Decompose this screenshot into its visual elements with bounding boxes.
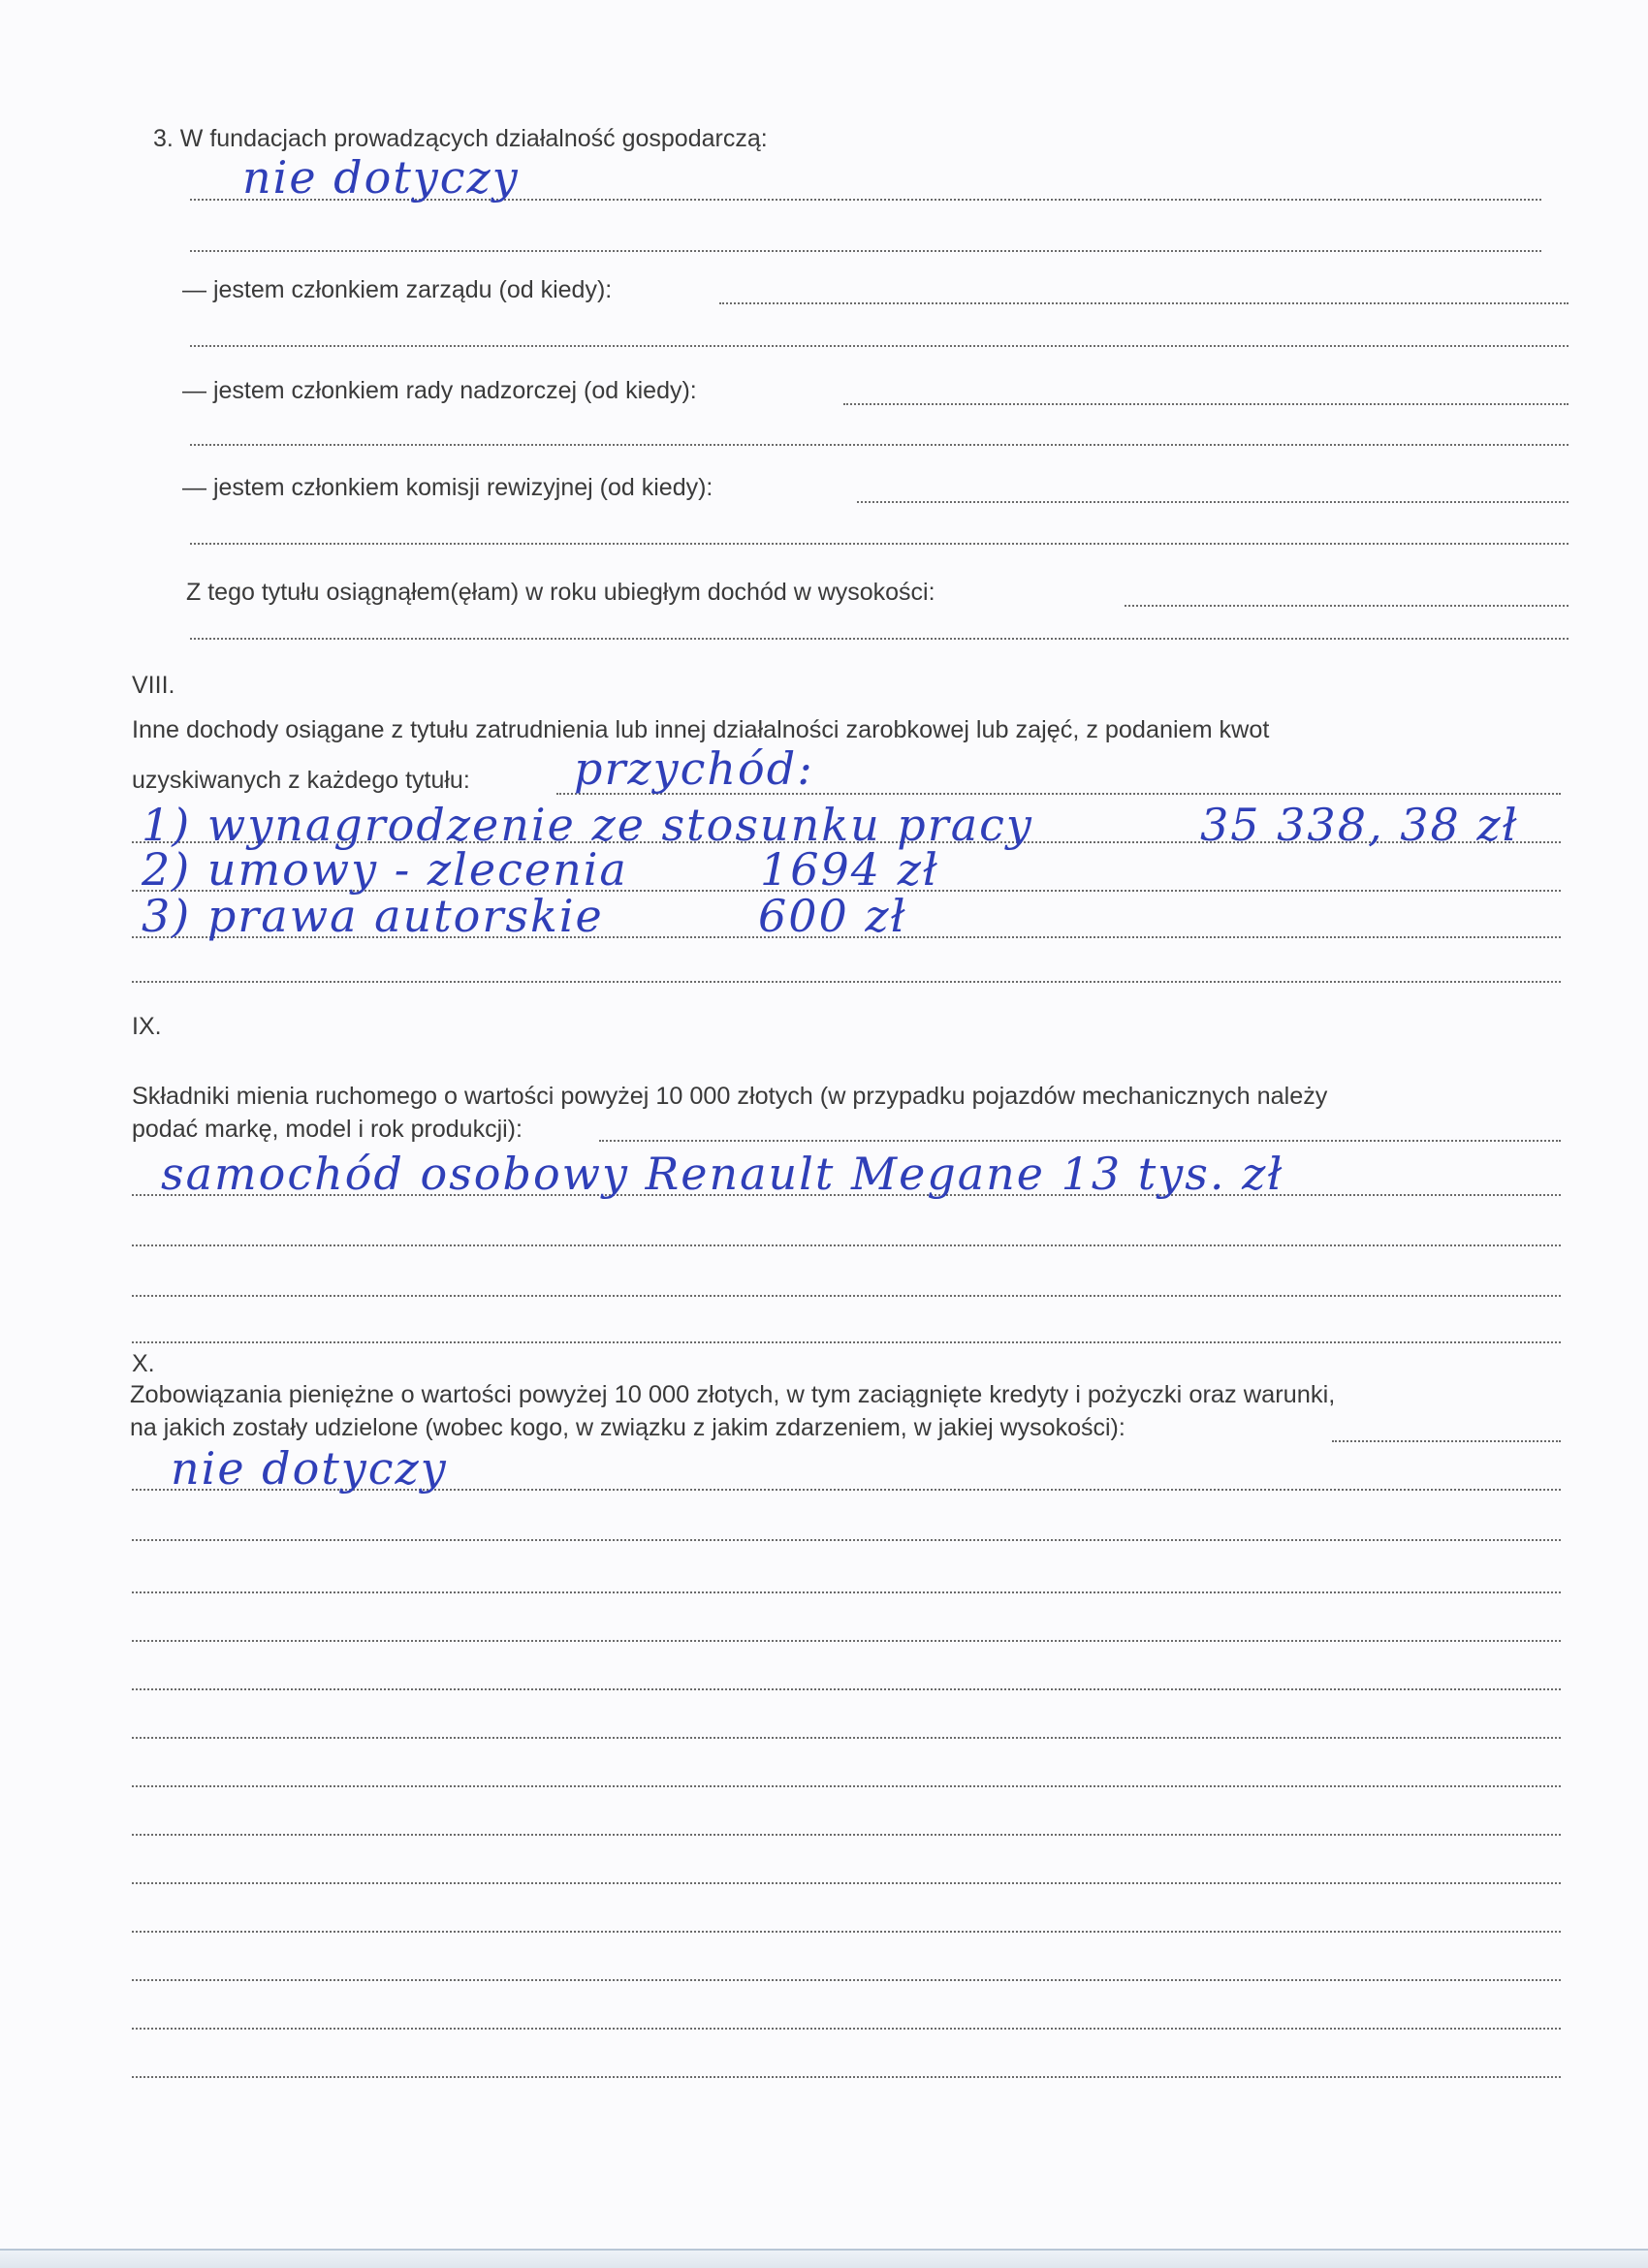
audit-label: — jestem członkiem komisji rewizyjnej (od kiedy): bbox=[182, 474, 713, 501]
dotted-line bbox=[132, 1737, 1561, 1739]
section-viii-text: Inne dochody osiągane z tytułu zatrudnienia lub innej działalności zarobkowej lub zajęć, z podaniem kwot bbox=[132, 716, 1270, 743]
dotted-line bbox=[132, 1785, 1561, 1787]
q3-handwritten-answer: nie dotyczy bbox=[242, 151, 520, 204]
section-viii-text-2: uzyskiwanych z każdego tytułu: bbox=[132, 767, 470, 794]
dotted-line bbox=[843, 403, 1569, 405]
section-x-text-2: na jakich zostały udzielone (wobec kogo, w związku z jakim zdarzeniem, w jakiej wysokości): bbox=[130, 1414, 1125, 1441]
dotted-line bbox=[132, 1341, 1561, 1343]
movable-property-handwritten: samochód osobowy Renault Megane 13 tys. zł bbox=[161, 1148, 1284, 1200]
dotted-line bbox=[132, 1931, 1561, 1933]
dotted-line bbox=[190, 638, 1569, 640]
dotted-line bbox=[132, 1295, 1561, 1297]
dotted-line bbox=[132, 1882, 1561, 1884]
dotted-line bbox=[132, 1640, 1561, 1642]
dotted-line bbox=[132, 1979, 1561, 1981]
scan-bottom-edge bbox=[0, 2249, 1648, 2268]
income-header-handwritten: przychód: bbox=[574, 742, 814, 795]
section-x-heading: X. bbox=[132, 1350, 155, 1377]
dotted-line bbox=[132, 2076, 1561, 2078]
dotted-line bbox=[190, 345, 1569, 347]
dotted-line bbox=[132, 2028, 1561, 2030]
liabilities-handwritten: nie dotyczy bbox=[171, 1442, 448, 1495]
dotted-line bbox=[190, 250, 1541, 252]
income-label: Z tego tytułu osiągnąłem(ęłam) w roku ubiegłym dochód w wysokości: bbox=[186, 579, 935, 606]
income-item-2: 2) umowy - zlecenia bbox=[142, 843, 628, 896]
board-label: — jestem członkiem zarządu (od kiedy): bbox=[182, 276, 613, 303]
section-x-text: Zobowiązania pieniężne o wartości powyżej 10 000 złotych, w tym zaciągnięte kredyty i pożyczki oraz warunki, bbox=[130, 1381, 1336, 1408]
dotted-line bbox=[132, 1244, 1561, 1246]
income-item-1: 1) wynagrodzenie ze stosunku pracy bbox=[142, 799, 1033, 851]
dotted-line bbox=[1332, 1440, 1561, 1442]
dotted-line bbox=[132, 1591, 1561, 1593]
q3-label: 3. W fundacjach prowadzących działalność gospodarczą: bbox=[153, 125, 768, 152]
income-item-1-amount: 35 338, 38 zł bbox=[1200, 799, 1519, 851]
income-item-3: 3) prawa autorskie bbox=[142, 890, 604, 942]
section-ix-text: Składniki mienia ruchomego o wartości powyżej 10 000 złotych (w przypadku pojazdów mechanicznych należy bbox=[132, 1083, 1328, 1110]
dotted-line bbox=[132, 1688, 1561, 1690]
section-viii-heading: VIII. bbox=[132, 672, 175, 699]
dotted-line bbox=[1125, 605, 1569, 607]
dotted-line bbox=[132, 981, 1561, 983]
section-ix-heading: IX. bbox=[132, 1013, 162, 1040]
income-item-2-amount: 1694 zł bbox=[760, 843, 939, 896]
section-ix-text-2: podać markę, model i rok produkcji): bbox=[132, 1116, 523, 1143]
dotted-line bbox=[599, 1140, 1561, 1142]
supervisory-label: — jestem członkiem rady nadzorczej (od kiedy): bbox=[182, 377, 697, 404]
dotted-line bbox=[132, 1834, 1561, 1836]
dotted-line bbox=[719, 302, 1569, 304]
dotted-line bbox=[132, 1539, 1561, 1541]
dotted-line bbox=[190, 543, 1569, 545]
income-item-3-amount: 600 zł bbox=[758, 890, 907, 942]
dotted-line bbox=[190, 444, 1569, 446]
dotted-line bbox=[857, 501, 1569, 503]
